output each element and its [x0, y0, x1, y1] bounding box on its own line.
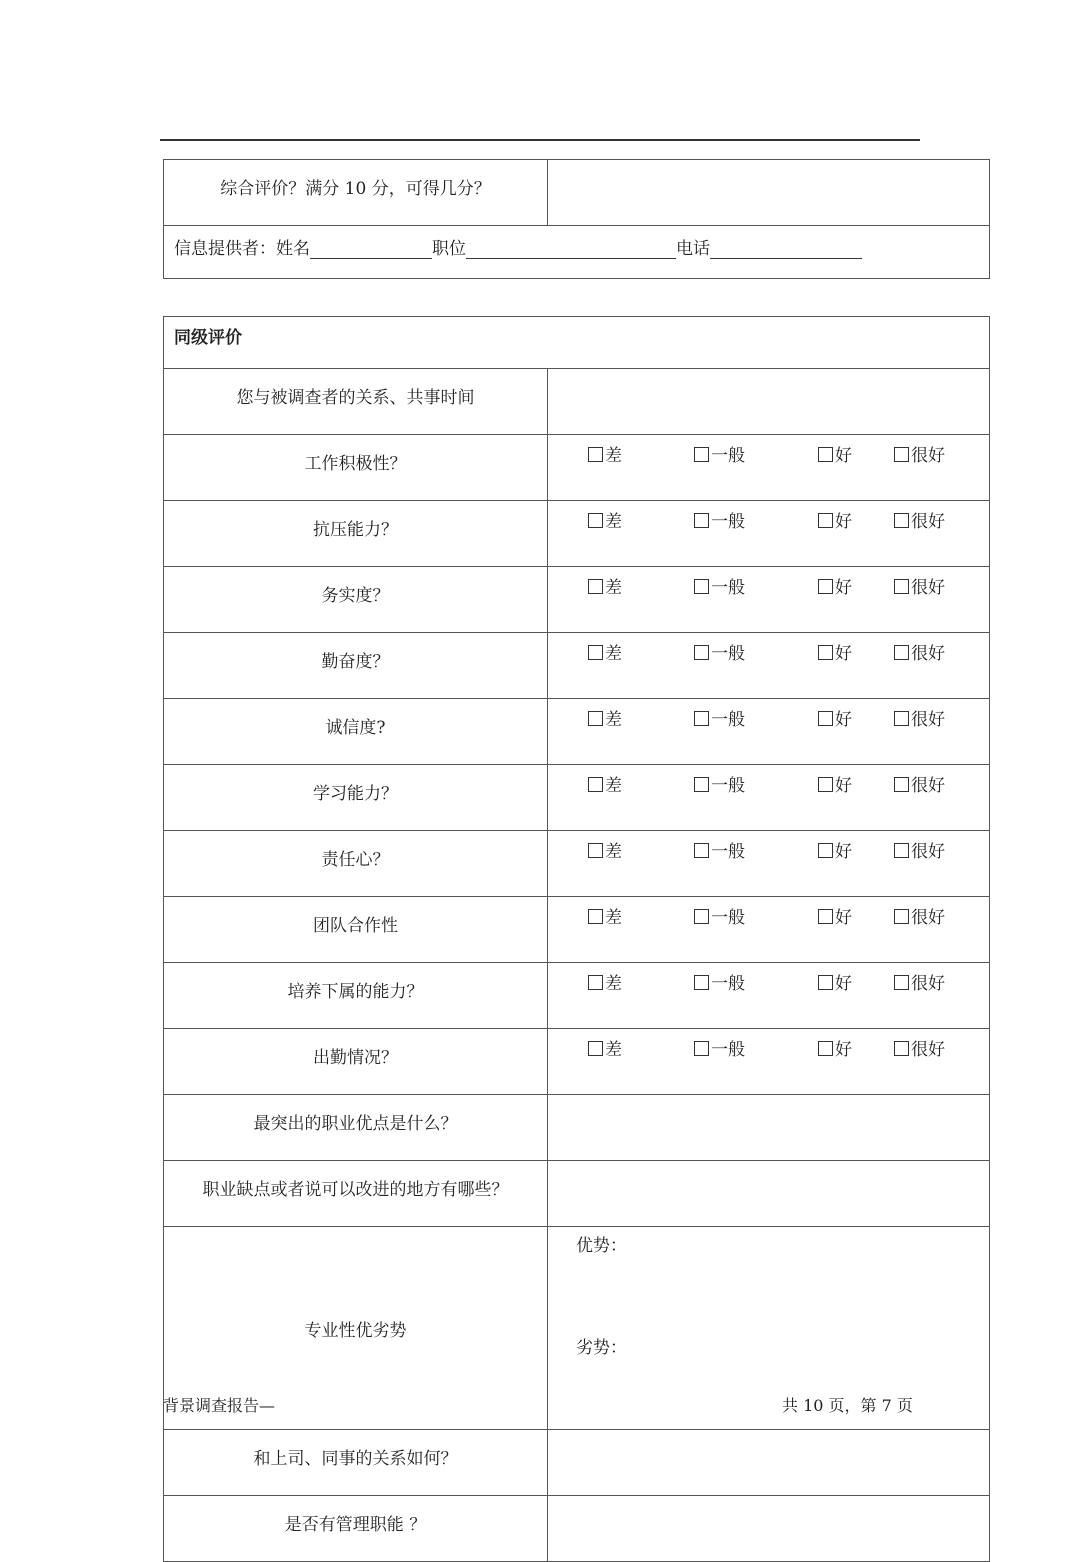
- checkbox-icon[interactable]: [894, 1041, 909, 1056]
- checkbox-icon[interactable]: [694, 711, 709, 726]
- rated-row: [164, 963, 990, 1029]
- rating-options: [548, 897, 990, 963]
- rating-option-label: 一般: [711, 908, 745, 928]
- header-rule: [160, 139, 920, 141]
- rating-option[interactable]: [694, 507, 745, 532]
- rating-option[interactable]: [894, 903, 945, 928]
- relation-question: 和上司、同事的关系如何？: [164, 1430, 548, 1496]
- checkbox-icon[interactable]: [694, 909, 709, 924]
- rated-question: 出勤情况？: [164, 1029, 548, 1095]
- rating-option[interactable]: [894, 507, 945, 532]
- rating-option[interactable]: [694, 837, 745, 862]
- rated-row: [164, 1029, 990, 1095]
- rating-option[interactable]: [694, 705, 745, 730]
- rated-question: 培养下属的能力？: [164, 963, 548, 1029]
- checkbox-icon[interactable]: [894, 513, 909, 528]
- rating-option-label: 很好: [911, 578, 945, 598]
- rating-option[interactable]: [818, 1035, 852, 1060]
- provider-row: [164, 226, 990, 279]
- relationship-answer-field[interactable]: [548, 369, 990, 435]
- rating-option-label: 一般: [711, 842, 745, 862]
- rating-option[interactable]: [588, 441, 622, 466]
- checkbox-icon[interactable]: [894, 711, 909, 726]
- rating-option-label: 很好: [911, 776, 945, 796]
- checkbox-icon[interactable]: [818, 513, 833, 528]
- rated-row: [164, 831, 990, 897]
- checkbox-icon[interactable]: [818, 1041, 833, 1056]
- strength-question: 最突出的职业优点是什么？: [164, 1095, 548, 1161]
- rating-option-label: 差: [605, 974, 622, 994]
- rating-option[interactable]: [894, 771, 945, 796]
- rating-option-label: 差: [605, 908, 622, 928]
- rated-question: 学习能力？: [164, 765, 548, 831]
- rating-options: [548, 699, 990, 765]
- weakness-answer-field[interactable]: [548, 1161, 990, 1227]
- rated-question: 勤奋度？: [164, 633, 548, 699]
- rating-option-label: 一般: [711, 710, 745, 730]
- section-title: 同级评价: [164, 317, 990, 369]
- rating-option[interactable]: [694, 573, 745, 598]
- rated-question: 诚信度?: [164, 699, 548, 765]
- checkbox-icon[interactable]: [588, 777, 603, 792]
- rating-option-label: 差: [605, 512, 622, 532]
- rating-option-label: 很好: [911, 446, 945, 466]
- rating-option-label: 一般: [711, 644, 745, 664]
- rating-option[interactable]: [588, 507, 622, 532]
- rated-question: 工作积极性？: [164, 435, 548, 501]
- checkbox-icon[interactable]: [894, 975, 909, 990]
- rating-option[interactable]: [818, 705, 852, 730]
- rating-option-label: 好: [835, 644, 852, 664]
- rating-option[interactable]: [588, 771, 622, 796]
- relationship-question: 您与被调查者的关系、共事时间: [164, 369, 548, 435]
- checkbox-icon[interactable]: [694, 579, 709, 594]
- rating-option[interactable]: [818, 837, 852, 862]
- rating-option[interactable]: [818, 639, 852, 664]
- rating-option-label: 一般: [711, 446, 745, 466]
- management-question: 是否有管理职能 ？: [164, 1496, 548, 1562]
- rating-option[interactable]: [588, 903, 622, 928]
- provider-phone-field[interactable]: [710, 240, 862, 259]
- rating-option[interactable]: [894, 705, 945, 730]
- rating-option[interactable]: [818, 573, 852, 598]
- footer-page-info: 共 10 页，第 7 页: [782, 1396, 913, 1415]
- management-answer-field[interactable]: [548, 1496, 990, 1562]
- checkbox-icon[interactable]: [818, 843, 833, 858]
- checkbox-icon[interactable]: [818, 909, 833, 924]
- provider-phone-label: 电话: [676, 239, 710, 259]
- checkbox-icon[interactable]: [588, 645, 603, 660]
- checkbox-icon[interactable]: [588, 579, 603, 594]
- rating-option[interactable]: [894, 1035, 945, 1060]
- checkbox-icon[interactable]: [894, 777, 909, 792]
- checkbox-icon[interactable]: [694, 513, 709, 528]
- checkbox-icon[interactable]: [588, 711, 603, 726]
- checkbox-icon[interactable]: [894, 447, 909, 462]
- professional-answer-cell[interactable]: [548, 1227, 990, 1430]
- rating-option-label: 好: [835, 512, 852, 532]
- rating-option-label: 一般: [711, 1040, 745, 1060]
- rating-options: [548, 963, 990, 1029]
- checkbox-icon[interactable]: [588, 1041, 603, 1056]
- checkbox-icon[interactable]: [818, 645, 833, 660]
- rating-option-label: 一般: [711, 974, 745, 994]
- checkbox-icon[interactable]: [694, 447, 709, 462]
- rating-option-label: 差: [605, 776, 622, 796]
- rated-row: [164, 765, 990, 831]
- rating-option[interactable]: [588, 705, 622, 730]
- rating-option-label: 好: [835, 908, 852, 928]
- checkbox-icon[interactable]: [894, 579, 909, 594]
- overall-table: [163, 159, 990, 279]
- rating-option[interactable]: [818, 903, 852, 928]
- rated-row: [164, 435, 990, 501]
- rating-option-label: 好: [835, 974, 852, 994]
- rating-options: [548, 567, 990, 633]
- checkbox-icon[interactable]: [694, 1041, 709, 1056]
- rating-option-label: 好: [835, 446, 852, 466]
- provider-position-label: 职位: [432, 239, 466, 259]
- rated-question: 责任心？: [164, 831, 548, 897]
- rating-option[interactable]: [818, 771, 852, 796]
- rating-option[interactable]: [588, 573, 622, 598]
- rating-option-label: 差: [605, 710, 622, 730]
- rating-option-label: 好: [835, 842, 852, 862]
- checkbox-icon[interactable]: [694, 645, 709, 660]
- overall-answer-field[interactable]: [548, 160, 990, 226]
- rating-option[interactable]: [818, 441, 852, 466]
- rating-options: [548, 435, 990, 501]
- rated-row: [164, 633, 990, 699]
- rated-row: [164, 897, 990, 963]
- overall-question: 综合评价？满分 10 分，可得几分？: [164, 160, 548, 226]
- rating-option[interactable]: [588, 969, 622, 994]
- rated-row: [164, 699, 990, 765]
- professional-label: 专业性优劣势: [164, 1227, 548, 1430]
- rating-option-label: 很好: [911, 1040, 945, 1060]
- rating-option-label: 很好: [911, 512, 945, 532]
- rating-option-label: 好: [835, 578, 852, 598]
- rating-option[interactable]: [894, 969, 945, 994]
- footer-doc-name: 背景调查报告—: [163, 1396, 276, 1415]
- provider-position-field[interactable]: [466, 240, 676, 259]
- advantage-label: 优势：: [576, 1236, 627, 1256]
- rating-option-label: 差: [605, 446, 622, 466]
- checkbox-icon[interactable]: [588, 447, 603, 462]
- rating-option-label: 很好: [911, 644, 945, 664]
- rating-option[interactable]: [694, 903, 745, 928]
- rating-option[interactable]: [894, 441, 945, 466]
- rating-option-label: 一般: [711, 578, 745, 598]
- rating-option-label: 差: [605, 578, 622, 598]
- rating-options: [548, 1029, 990, 1095]
- rating-option[interactable]: [894, 573, 945, 598]
- rating-option[interactable]: [694, 969, 745, 994]
- rating-option[interactable]: [588, 837, 622, 862]
- rating-option[interactable]: [818, 969, 852, 994]
- checkbox-icon[interactable]: [818, 777, 833, 792]
- rating-option[interactable]: [694, 441, 745, 466]
- rating-option[interactable]: [588, 639, 622, 664]
- checkbox-icon[interactable]: [894, 909, 909, 924]
- checkbox-icon[interactable]: [894, 645, 909, 660]
- rated-items: [164, 435, 990, 1095]
- rating-option-label: 一般: [711, 776, 745, 796]
- rating-options: [548, 831, 990, 897]
- checkbox-icon[interactable]: [818, 447, 833, 462]
- rating-options: [548, 765, 990, 831]
- rating-option-label: 好: [835, 776, 852, 796]
- checkbox-icon[interactable]: [894, 843, 909, 858]
- rating-option-label: 差: [605, 644, 622, 664]
- checkbox-icon[interactable]: [588, 975, 603, 990]
- rating-option-label: 很好: [911, 908, 945, 928]
- weakness-question: 职业缺点或者说可以改进的地方有哪些？: [164, 1161, 548, 1227]
- relation-answer-field[interactable]: [548, 1430, 990, 1496]
- rating-option[interactable]: [694, 771, 745, 796]
- provider-name-label: 信息提供者：姓名: [174, 239, 310, 259]
- checkbox-icon[interactable]: [588, 909, 603, 924]
- checkbox-icon[interactable]: [818, 711, 833, 726]
- peer-evaluation-table: [163, 316, 990, 1562]
- rating-option[interactable]: [694, 1035, 745, 1060]
- strength-answer-field[interactable]: [548, 1095, 990, 1161]
- rating-option[interactable]: [694, 639, 745, 664]
- rating-option[interactable]: [818, 507, 852, 532]
- rated-question: 务实度？: [164, 567, 548, 633]
- rating-option[interactable]: [894, 837, 945, 862]
- rated-row: [164, 501, 990, 567]
- rated-question: 抗压能力？: [164, 501, 548, 567]
- checkbox-icon[interactable]: [588, 513, 603, 528]
- checkbox-icon[interactable]: [818, 975, 833, 990]
- rating-option-label: 好: [835, 710, 852, 730]
- checkbox-icon[interactable]: [588, 843, 603, 858]
- rated-question: 团队合作性: [164, 897, 548, 963]
- provider-name-field[interactable]: [310, 240, 432, 259]
- checkbox-icon[interactable]: [694, 843, 709, 858]
- rating-option-label: 好: [835, 1040, 852, 1060]
- rating-option[interactable]: [588, 1035, 622, 1060]
- rating-option-label: 差: [605, 842, 622, 862]
- disadvantage-label: 劣势：: [576, 1338, 627, 1358]
- checkbox-icon[interactable]: [694, 777, 709, 792]
- rating-option-label: 差: [605, 1040, 622, 1060]
- rating-options: [548, 501, 990, 567]
- rating-options: [548, 633, 990, 699]
- rating-option[interactable]: [894, 639, 945, 664]
- checkbox-icon[interactable]: [694, 975, 709, 990]
- rating-option-label: 一般: [711, 512, 745, 532]
- checkbox-icon[interactable]: [818, 579, 833, 594]
- rated-row: [164, 567, 990, 633]
- rating-option-label: 很好: [911, 974, 945, 994]
- rating-option-label: 很好: [911, 710, 945, 730]
- rating-option-label: 很好: [911, 842, 945, 862]
